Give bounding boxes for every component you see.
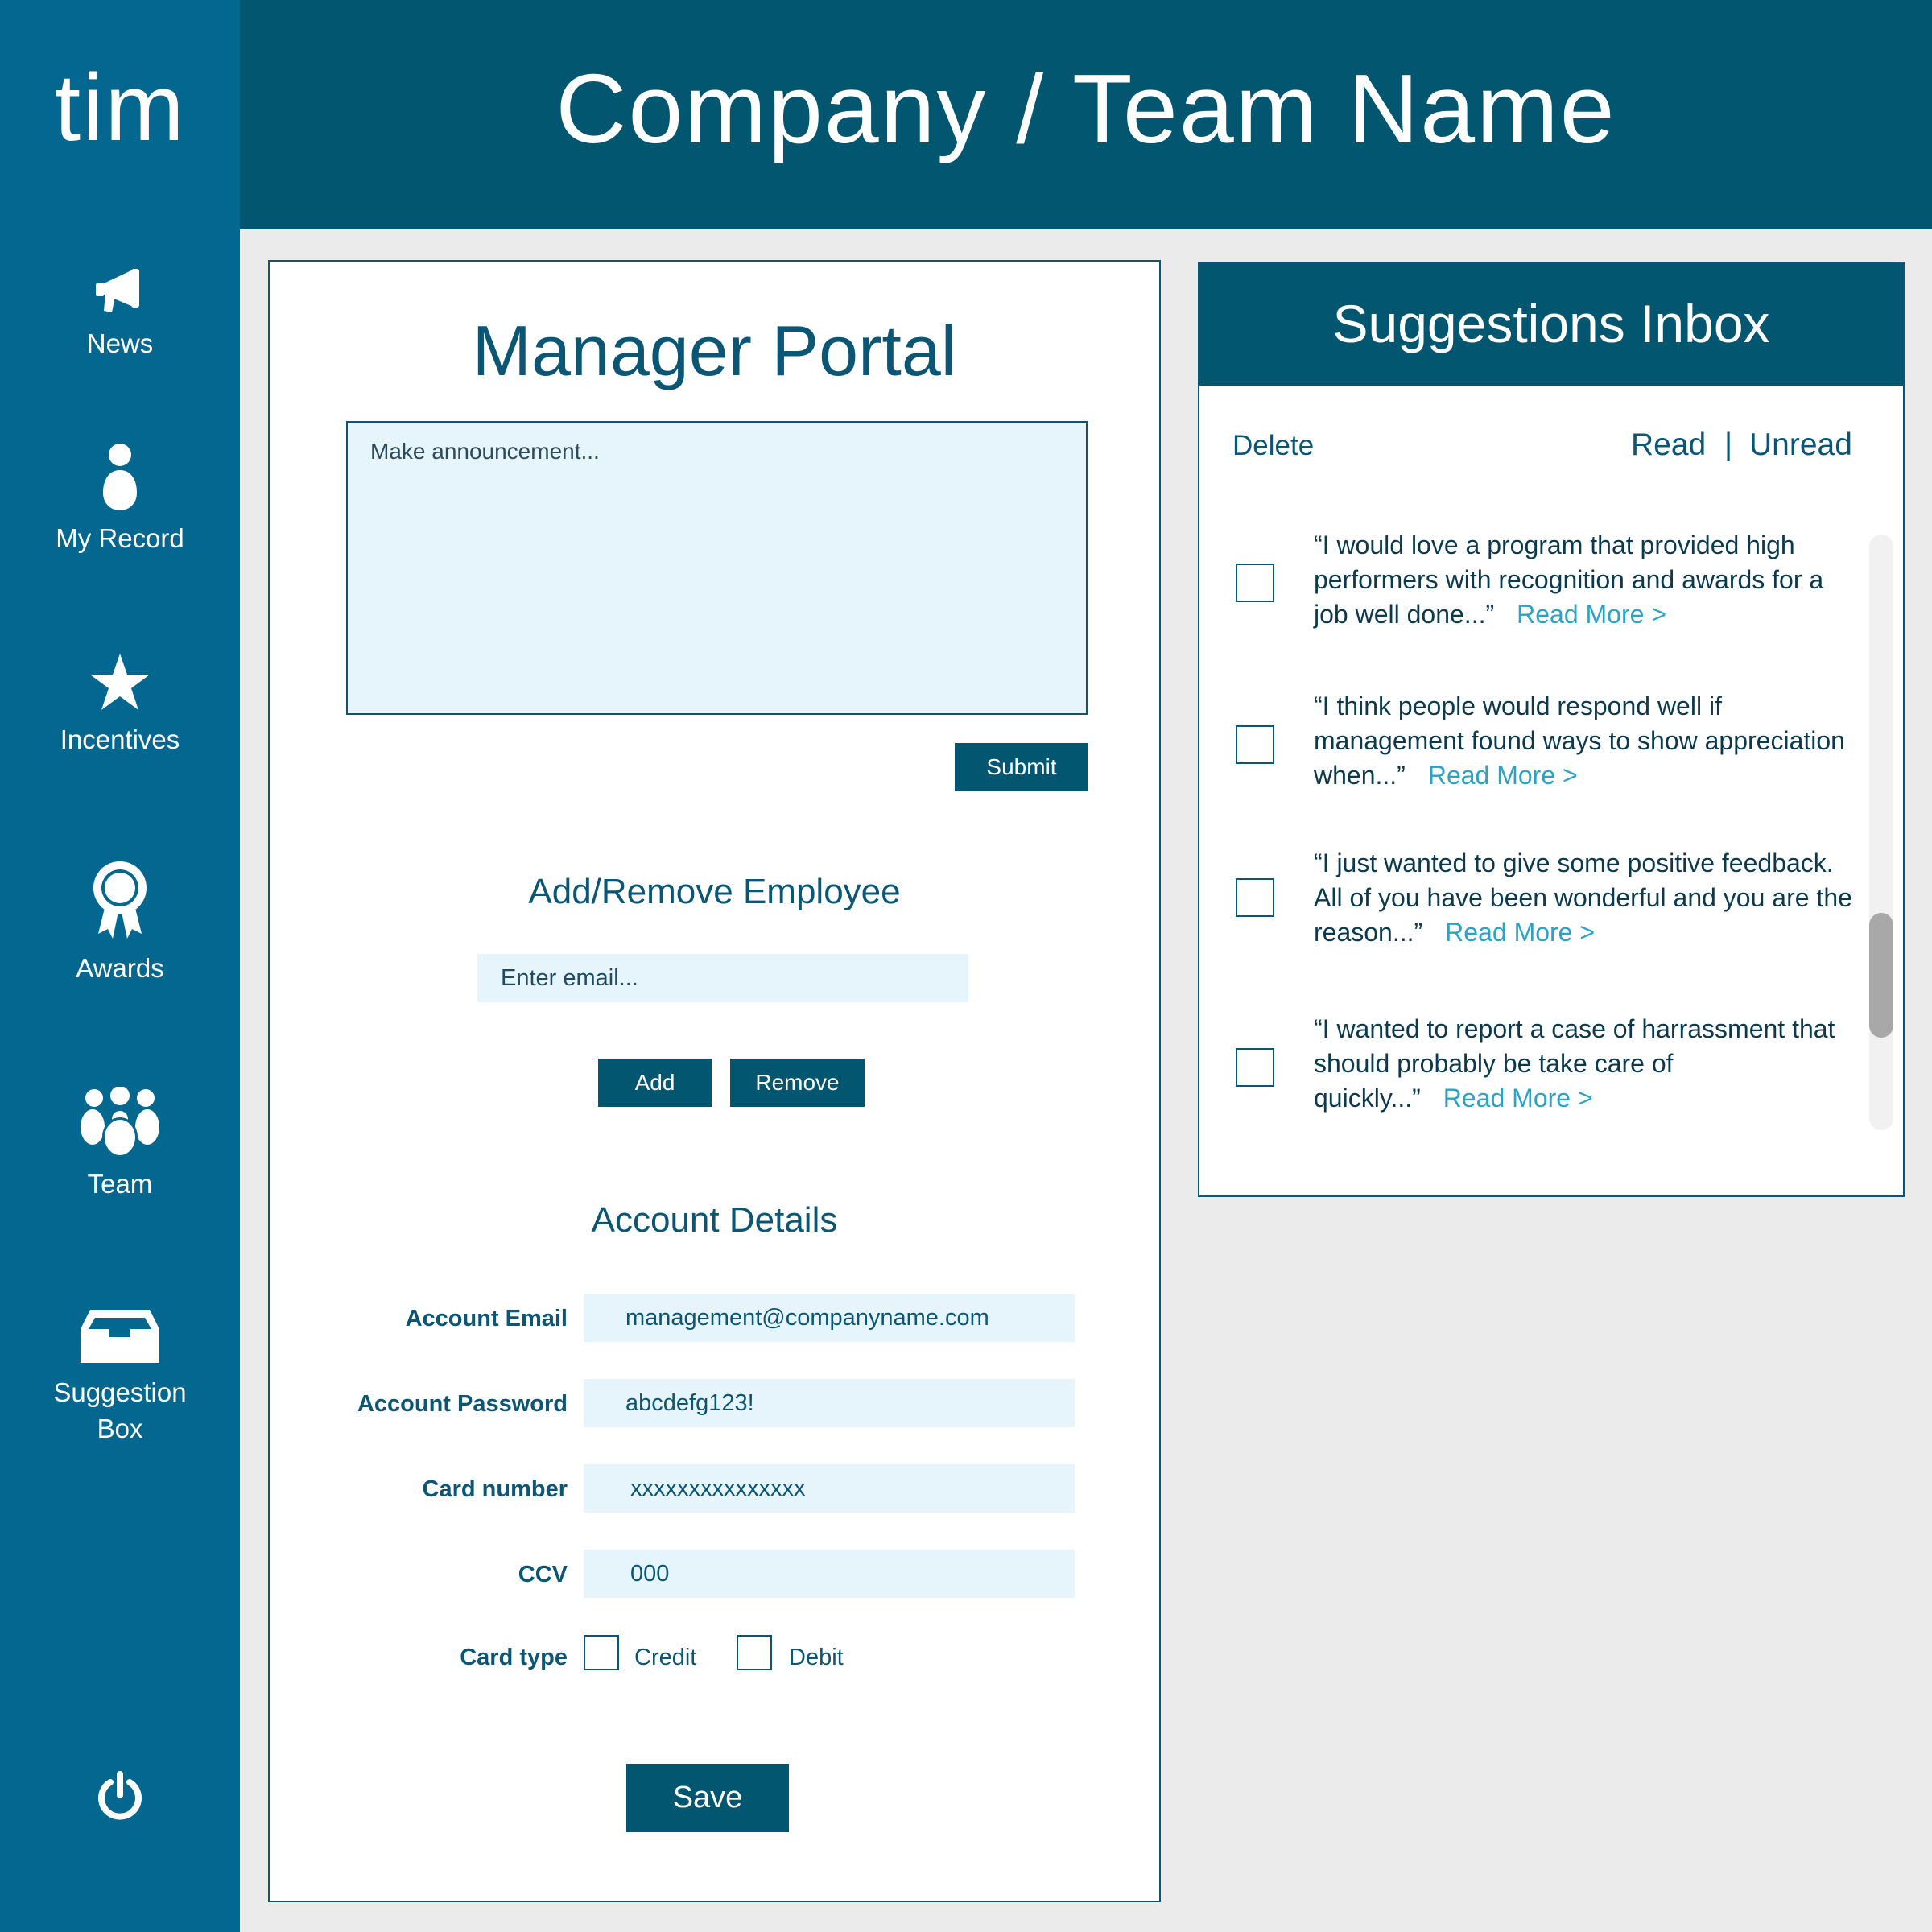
suggestions-header (1199, 263, 1903, 386)
manager-portal-panel (268, 260, 1161, 1902)
header (240, 0, 1932, 229)
credit-option-label: Credit (634, 1645, 697, 1670)
suggestion-message[interactable] (1314, 846, 1853, 950)
card-number-field[interactable]: xxxxxxxxxxxxxxx (584, 1464, 1075, 1513)
scrollbar-thumb[interactable] (1869, 913, 1893, 1038)
debit-option-label: Debit (789, 1645, 844, 1670)
award-ribbon-icon (92, 860, 148, 940)
inbox-tray-icon (79, 1308, 161, 1364)
sidebar-item-suggestion-box[interactable] (0, 1308, 240, 1447)
read-more-link[interactable]: Read More > (1445, 918, 1596, 947)
read-more-link[interactable]: Read More > (1517, 600, 1666, 629)
remove-employee-button[interactable]: Remove (730, 1059, 865, 1107)
credit-checkbox[interactable] (584, 1635, 619, 1670)
suggestions-scrollbar[interactable] (1869, 535, 1893, 1130)
account-password-label: Account Password (357, 1391, 568, 1417)
person-icon (100, 443, 140, 510)
suggestion-text: “I would love a program that provided high performers with recognition and awards for a job well done...” (1314, 530, 1824, 629)
employee-email-input[interactable] (477, 954, 968, 1002)
card-number-label: Card number (422, 1476, 568, 1502)
message-checkbox[interactable] (1236, 725, 1274, 764)
megaphone-icon (94, 266, 146, 316)
ccv-field[interactable]: 000 (584, 1550, 1075, 1598)
sidebar-item-label: Team (87, 1169, 153, 1199)
suggestion-text: “I just wanted to give some positive feedback. All of you have been wonderful and you are the reason...” (1314, 848, 1852, 947)
sidebar (0, 0, 240, 1932)
suggestion-text: “I wanted to report a case of harrassment that should probably be take care of quickly...” (1314, 1014, 1835, 1113)
sidebar-item-label: My Record (56, 523, 184, 553)
ccv-label: CCV (518, 1562, 568, 1587)
sidebar-item-label-line2: Box (97, 1414, 143, 1443)
account-email-field[interactable]: management@companyname.com (584, 1294, 1075, 1342)
app-logo: tim (54, 55, 186, 161)
read-more-link[interactable]: Read More > (1443, 1084, 1593, 1113)
team-icon (80, 1087, 160, 1156)
sidebar-item-awards[interactable] (0, 860, 240, 986)
announcement-textarea[interactable] (346, 421, 1088, 715)
sidebar-item-label: Incentives (60, 724, 180, 754)
unread-filter-link[interactable]: Unread (1749, 427, 1852, 462)
message-checkbox[interactable] (1236, 878, 1274, 917)
read-more-link[interactable]: Read More > (1427, 761, 1578, 790)
add-remove-employee-title: Add/Remove Employee (528, 872, 901, 911)
account-password-field[interactable]: abcdefg123! (584, 1379, 1075, 1427)
debit-checkbox[interactable] (737, 1635, 772, 1670)
sidebar-item-label-line1: Suggestion (53, 1377, 187, 1407)
power-icon (97, 1771, 143, 1821)
read-filter-link[interactable]: Read (1631, 427, 1707, 462)
sidebar-item-label: Awards (76, 953, 164, 983)
sidebar-item-label: News (86, 328, 154, 358)
suggestion-text: “I think people would respond well if management found ways to show appreciation when...” (1314, 691, 1845, 790)
add-employee-button[interactable]: Add (598, 1059, 712, 1107)
suggestion-message[interactable] (1314, 689, 1853, 793)
star-icon (89, 652, 151, 712)
suggestion-message[interactable] (1314, 1012, 1853, 1116)
card-type-label: Card type (460, 1645, 568, 1670)
delete-link[interactable]: Delete (1232, 430, 1315, 461)
save-button[interactable]: Save (626, 1764, 789, 1832)
message-checkbox[interactable] (1236, 1048, 1274, 1087)
suggestions-inbox-panel (1198, 262, 1905, 1197)
sidebar-item-news[interactable] (0, 266, 240, 361)
account-details-title: Account Details (591, 1200, 838, 1240)
sidebar-item-incentives[interactable] (0, 652, 240, 758)
suggestion-message[interactable] (1314, 528, 1853, 632)
page-title: Company / Team Name (555, 54, 1616, 163)
sidebar-item-team[interactable] (0, 1087, 240, 1202)
message-checkbox[interactable] (1236, 564, 1274, 602)
filter-separator: | (1724, 427, 1733, 462)
account-email-label: Account Email (405, 1306, 568, 1331)
sidebar-item-my-record[interactable] (0, 443, 240, 556)
logout-button[interactable] (0, 1771, 240, 1821)
suggestions-title: Suggestions Inbox (1332, 294, 1770, 353)
manager-portal-title: Manager Portal (472, 311, 957, 390)
submit-announcement-button[interactable]: Submit (955, 743, 1088, 791)
